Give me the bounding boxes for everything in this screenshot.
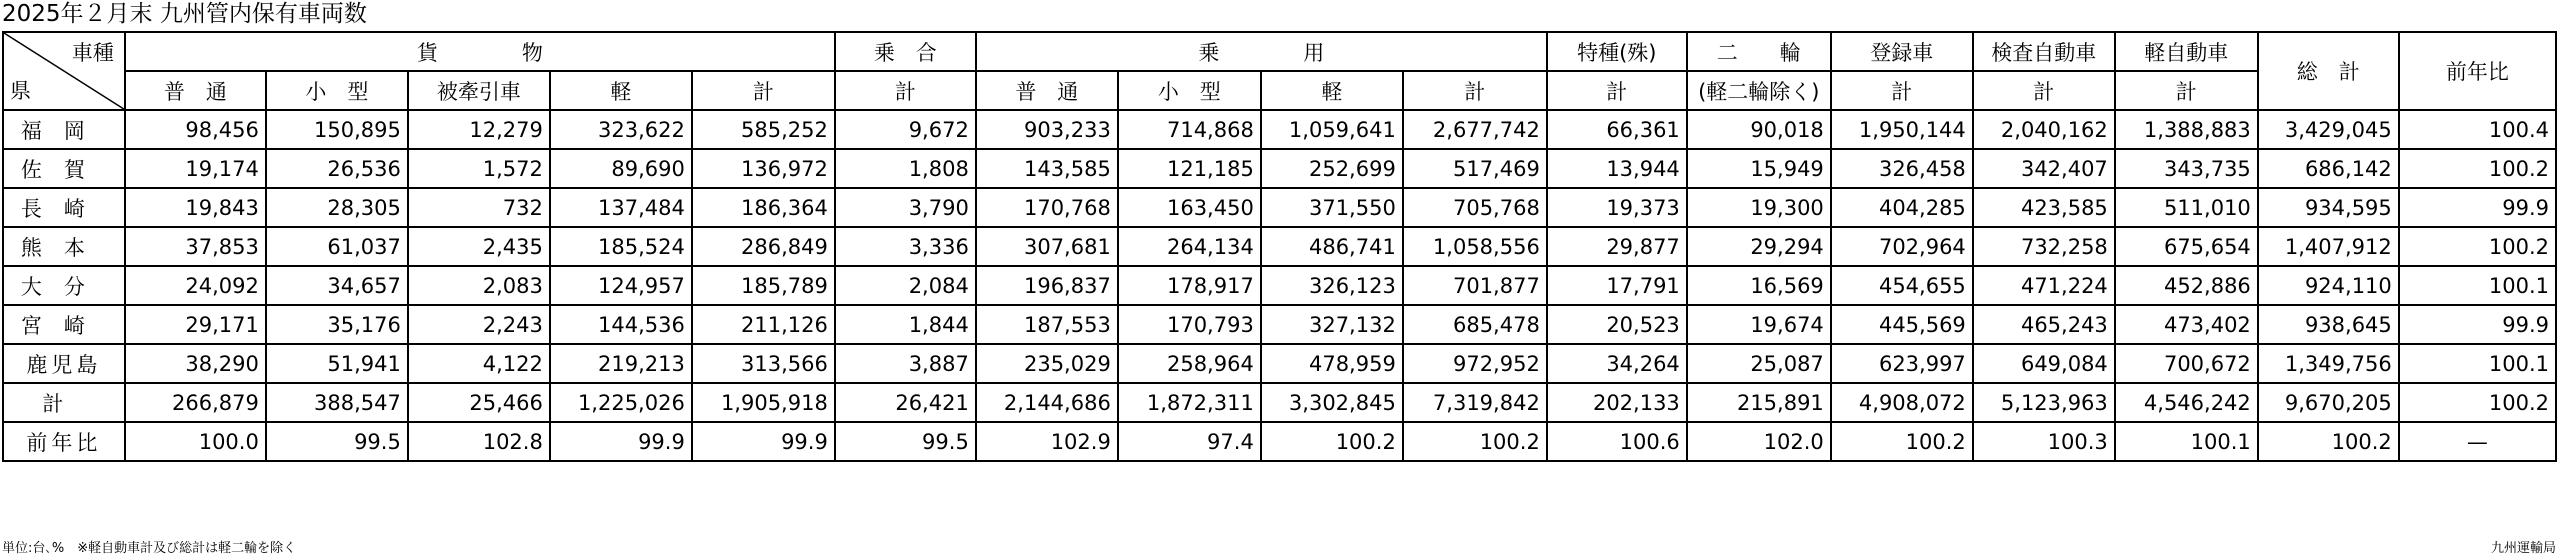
table-cell: 99.5 [835,422,976,461]
table-cell: 100.2 [2258,422,2399,461]
table-cell: 4,546,242 [2115,383,2258,422]
table-cell: 12,279 [408,110,550,149]
table-row [3,110,2556,149]
table-cell: 186,364 [692,188,835,227]
table-cell: 51,941 [266,344,408,383]
table-cell: 3,429,045 [2258,110,2399,149]
table-cell: 136,972 [692,149,835,188]
table-cell: 327,132 [1261,305,1403,344]
table-cell: 714,868 [1118,110,1261,149]
table-cell: 4,122 [408,344,550,383]
table-cell: 1,388,883 [2115,110,2258,149]
table-cell: 2,435 [408,227,550,266]
table-cell: 29,294 [1687,227,1831,266]
row-label: 鹿児島 [3,344,125,383]
table-cell: 343,735 [2115,149,2258,188]
table-cell: 4,908,072 [1831,383,1973,422]
table-cell: 685,478 [1403,305,1547,344]
table-cell: 623,997 [1831,344,1973,383]
group-passenger: 乗 用 [976,32,1547,71]
table-cell: 100.2 [1403,422,1547,461]
table-cell: 99.9 [550,422,692,461]
table-cell: 19,300 [1687,188,1831,227]
table-cell: 24,092 [125,266,266,305]
table-row [3,227,2556,266]
table-cell: 1,059,641 [1261,110,1403,149]
table-cell: 471,224 [1973,266,2115,305]
table-cell: 211,126 [692,305,835,344]
table-cell: 3,790 [835,188,976,227]
table-cell: 9,670,205 [2258,383,2399,422]
row-label: 佐賀 [3,149,125,188]
table-cell: 90,018 [1687,110,1831,149]
subheader-passenger-kei: 軽 [1261,71,1403,110]
table-row [3,149,2556,188]
table-row [3,383,2556,422]
table-cell: 137,484 [550,188,692,227]
table-cell: 219,213 [550,344,692,383]
table-cell: 465,243 [1973,305,2115,344]
table-cell: 17,791 [1547,266,1687,305]
table-cell: 26,421 [835,383,976,422]
table-cell: 97.4 [1118,422,1261,461]
table-cell: 649,084 [1973,344,2115,383]
table-cell: 445,569 [1831,305,1973,344]
table-cell: 454,655 [1831,266,1973,305]
table-row [3,305,2556,344]
table-cell: 102.9 [976,422,1118,461]
table-cell: 702,964 [1831,227,1973,266]
table-cell: 2,083 [408,266,550,305]
group-total: 総 計 [2258,32,2399,110]
table-cell: 473,402 [2115,305,2258,344]
table-cell: 252,699 [1261,149,1403,188]
table-cell: 286,849 [692,227,835,266]
table-row [3,422,2556,461]
table-cell: 732,258 [1973,227,2115,266]
table-cell: 686,142 [2258,149,2399,188]
table-cell: 187,553 [976,305,1118,344]
table-cell: 26,536 [266,149,408,188]
table-cell: 20,523 [1547,305,1687,344]
table-cell: 100.1 [2115,422,2258,461]
table-cell: 732 [408,188,550,227]
corner-header [3,32,125,110]
subheader-bus-total: 計 [835,71,976,110]
table-cell: 371,550 [1261,188,1403,227]
corner-vehicle-type: 車種 [71,41,114,65]
table-cell: 2,040,162 [1973,110,2115,149]
table-cell: 185,524 [550,227,692,266]
table-cell: 7,319,842 [1403,383,1547,422]
table-cell: 15,949 [1687,149,1831,188]
table-cell: 266,879 [125,383,266,422]
table-cell: 1,808 [835,149,976,188]
table-cell: 2,243 [408,305,550,344]
table-cell: 675,654 [2115,227,2258,266]
subheader-registered-total: 計 [1831,71,1973,110]
table-cell: 99.9 [692,422,835,461]
subheader-passenger-small: 小 型 [1118,71,1261,110]
subheader-cargo-total: 計 [692,71,835,110]
table-cell: 934,595 [2258,188,2399,227]
subheader-passenger-total: 計 [1403,71,1547,110]
subheader-cargo-kei: 軽 [550,71,692,110]
group-registered-top: 登録車 [1831,32,1973,71]
table-cell: 1,407,912 [2258,227,2399,266]
row-label: 計 [3,383,125,422]
subheader-inspected-total: 計 [1973,71,2115,110]
table-cell: 705,768 [1403,188,1547,227]
table-row [3,344,2556,383]
table-cell: 452,886 [2115,266,2258,305]
subheader-cargo-small: 小 型 [266,71,408,110]
table-cell: 3,887 [835,344,976,383]
table-cell: 143,585 [976,149,1118,188]
table-cell: 100.3 [1973,422,2115,461]
page-title: 2025年２月末 九州管内保有車両数 [2,1,367,27]
table-cell: 100.2 [2399,149,2556,188]
row-label: 長崎 [3,188,125,227]
table-cell: 102.8 [408,422,550,461]
table-cell: 28,305 [266,188,408,227]
table-cell: 102.0 [1687,422,1831,461]
row-label: 熊本 [3,227,125,266]
table-cell: 13,944 [1547,149,1687,188]
table-cell: 29,877 [1547,227,1687,266]
table-cell: 1,872,311 [1118,383,1261,422]
subheader-special-total: 計 [1547,71,1687,110]
table-cell: 185,789 [692,266,835,305]
table-row [3,188,2556,227]
table-cell: 34,657 [266,266,408,305]
table-cell: 924,110 [2258,266,2399,305]
table-cell: 29,171 [125,305,266,344]
subheader-passenger-regular: 普 通 [976,71,1118,110]
table-cell: 178,917 [1118,266,1261,305]
table-cell: 170,793 [1118,305,1261,344]
group-kei-top: 軽自動車 [2115,32,2258,71]
table-cell: 19,174 [125,149,266,188]
table-cell: 196,837 [976,266,1118,305]
table-cell: 972,952 [1403,344,1547,383]
table-cell: 19,674 [1687,305,1831,344]
table-cell: 388,547 [266,383,408,422]
table-cell: 1,058,556 [1403,227,1547,266]
table-cell: 89,690 [550,149,692,188]
table-cell: 144,536 [550,305,692,344]
table-cell: 1,844 [835,305,976,344]
group-cargo: 貨 物 [125,32,835,71]
source-credit: 九州運輸局 [2490,541,2556,556]
table-cell: 517,469 [1403,149,1547,188]
table-cell: 307,681 [976,227,1118,266]
group-inspected-top: 検査自動車 [1973,32,2115,71]
row-label: 前年比 [3,422,125,461]
table-cell: 1,905,918 [692,383,835,422]
table-cell: 342,407 [1973,149,2115,188]
table-cell: 19,843 [125,188,266,227]
table-cell: 121,185 [1118,149,1261,188]
subheader-twowheel-note: (軽二輪除く) [1687,71,1831,110]
table-cell: 163,450 [1118,188,1261,227]
header-row-top [3,32,2556,71]
table-cell: 100.1 [2399,266,2556,305]
footnote: 単位:台､% ※軽自動車計及び総計は軽二輪を除く [2,541,297,556]
table-cell: 100.2 [2399,383,2556,422]
corner-prefecture: 県 [10,79,31,103]
table-cell: 423,585 [1973,188,2115,227]
group-yoy: 前年比 [2399,32,2556,110]
table-cell: 5,123,963 [1973,383,2115,422]
table-cell: 100.6 [1547,422,1687,461]
table-cell: 313,566 [692,344,835,383]
table-cell: 99.9 [2399,305,2556,344]
table-cell: 98,456 [125,110,266,149]
table-cell: 100.2 [2399,227,2556,266]
table-cell: 99.5 [266,422,408,461]
table-cell: 3,336 [835,227,976,266]
table-cell: 264,134 [1118,227,1261,266]
table-cell: 100.0 [125,422,266,461]
table-cell: 202,133 [1547,383,1687,422]
table-cell: 3,302,845 [1261,383,1403,422]
table-cell: 100.2 [1831,422,1973,461]
row-label: 大分 [3,266,125,305]
table-cell: 235,029 [976,344,1118,383]
table-cell: 34,264 [1547,344,1687,383]
group-special-top: 特種(殊) [1547,32,1687,71]
table-cell: 19,373 [1547,188,1687,227]
table-cell: 326,123 [1261,266,1403,305]
table-cell: 100.4 [2399,110,2556,149]
group-twowheel-top: 二 輪 [1687,32,1831,71]
table-cell: 61,037 [266,227,408,266]
table-cell: 323,622 [550,110,692,149]
table-cell: 258,964 [1118,344,1261,383]
table-cell: 1,349,756 [2258,344,2399,383]
subheader-cargo-trailer: 被牽引車 [408,71,550,110]
table-cell: 478,959 [1261,344,1403,383]
subheader-cargo-regular: 普 通 [125,71,266,110]
group-bus-top: 乗 合 [835,32,976,71]
table-cell: 124,957 [550,266,692,305]
table-cell: 150,895 [266,110,408,149]
table-cell: 9,672 [835,110,976,149]
table-cell: 404,285 [1831,188,1973,227]
table-cell: 1,950,144 [1831,110,1973,149]
table-cell: 170,768 [976,188,1118,227]
table-cell: 99.9 [2399,188,2556,227]
table-cell: 100.1 [2399,344,2556,383]
table-cell: 1,225,026 [550,383,692,422]
table-cell: 38,290 [125,344,266,383]
table-cell: 701,877 [1403,266,1547,305]
header-row-bottom [3,71,2556,110]
table-cell: 215,891 [1687,383,1831,422]
table-cell: 25,466 [408,383,550,422]
table-cell: 700,672 [2115,344,2258,383]
table-cell: 100.2 [1261,422,1403,461]
table-cell: 903,233 [976,110,1118,149]
table-cell: 37,853 [125,227,266,266]
table-cell: 35,176 [266,305,408,344]
table-cell: 486,741 [1261,227,1403,266]
row-label: 宮崎 [3,305,125,344]
table-cell: 1,572 [408,149,550,188]
table-cell: 585,252 [692,110,835,149]
table-cell: 25,087 [1687,344,1831,383]
table-cell: 2,677,742 [1403,110,1547,149]
row-label: 福岡 [3,110,125,149]
table-cell: 66,361 [1547,110,1687,149]
table-cell: — [2399,422,2556,461]
table-row [3,266,2556,305]
table-cell: 2,084 [835,266,976,305]
table-cell: 16,569 [1687,266,1831,305]
table-cell: 938,645 [2258,305,2399,344]
table-cell: 511,010 [2115,188,2258,227]
table-cell: 326,458 [1831,149,1973,188]
table-cell: 2,144,686 [976,383,1118,422]
vehicle-count-table [2,31,2557,462]
table-body [3,110,2556,461]
subheader-kei-total: 計 [2115,71,2258,110]
